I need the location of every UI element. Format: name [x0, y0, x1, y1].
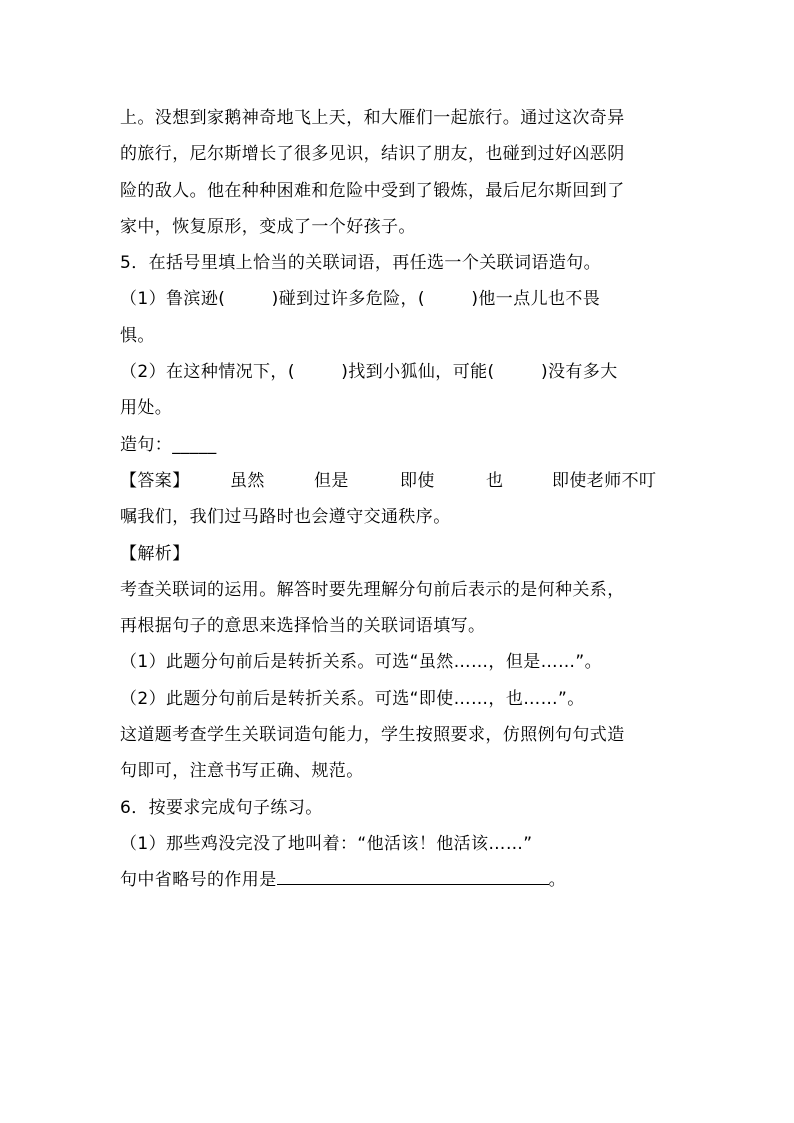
question-6-prompt [120, 862, 680, 898]
text-line: 家中，恢复原形，变成了一个好孩子。 [120, 216, 416, 237]
text-line: 的旅行，尼尔斯增长了很多见识，结识了朋友，也碰到过好凶恶阴 [120, 144, 625, 165]
prompt-text: 句中省略号的作用是 [120, 870, 277, 891]
question-5-item-1-cont: 惧。 [120, 325, 155, 346]
answer-1: 虽然 [230, 470, 265, 491]
analysis-text: 这道题考查学生关联词造句能力，学生按照要求，仿照例句句式造 [120, 725, 625, 746]
analysis-text: （2）此题分句前后是转折关系。可选“即使……，也……”。 [120, 688, 585, 709]
analysis-text: 考查关联词的运用。解答时要先理解分句前后表示的是何种关系， [120, 579, 625, 600]
answer-row [120, 463, 680, 499]
document-page [120, 100, 680, 899]
sentence-making-prompt: 造句：_____ [120, 434, 217, 455]
analysis-text: 再根据句子的意思来选择恰当的关联词语填写。 [120, 616, 486, 637]
answer-4: 也 [486, 470, 504, 491]
answer-blank[interactable] [277, 864, 549, 885]
question-5-item-2: （2）在这种情况下，( )找到小狐仙，可能( )没有多大 [120, 362, 618, 383]
analysis-text: 句即可，注意书写正确、规范。 [120, 761, 364, 782]
answer-5: 即使老师不叮 [552, 470, 657, 491]
question-5-item-1: （1）鲁滨逊( )碰到过许多危险，( )他一点儿也不畏 [120, 289, 601, 310]
prompt-end: 。 [548, 870, 567, 891]
answer-2: 但是 [314, 470, 349, 491]
question-5-item-2-cont: 用处。 [120, 398, 173, 419]
analysis-label: 【解析】 [120, 543, 190, 564]
text-line: 上。没想到家鹅神奇地飞上天，和大雁们一起旅行。通过这次奇异 [120, 108, 625, 128]
text-line: 险的敌人。他在种种困难和危险中受到了锻炼，最后尼尔斯回到了 [120, 180, 625, 201]
answer-row-cont: 嘱我们，我们过马路时也会遵守交通秩序。 [120, 507, 451, 528]
analysis-text: （1）此题分句前后是转折关系。可选“虽然……，但是……”。 [120, 652, 603, 673]
question-6-title: 6．按要求完成句子练习。 [120, 797, 323, 818]
question-6-item-1: （1）那些鸡没完没了地叫着：“他活该！他活该……” [120, 833, 533, 854]
answer-3: 即使 [400, 470, 435, 491]
question-5-title: 5．在括号里填上恰当的关联词语，再任选一个关联词语造句。 [120, 253, 602, 274]
answer-label: 【答案】 [120, 470, 190, 491]
